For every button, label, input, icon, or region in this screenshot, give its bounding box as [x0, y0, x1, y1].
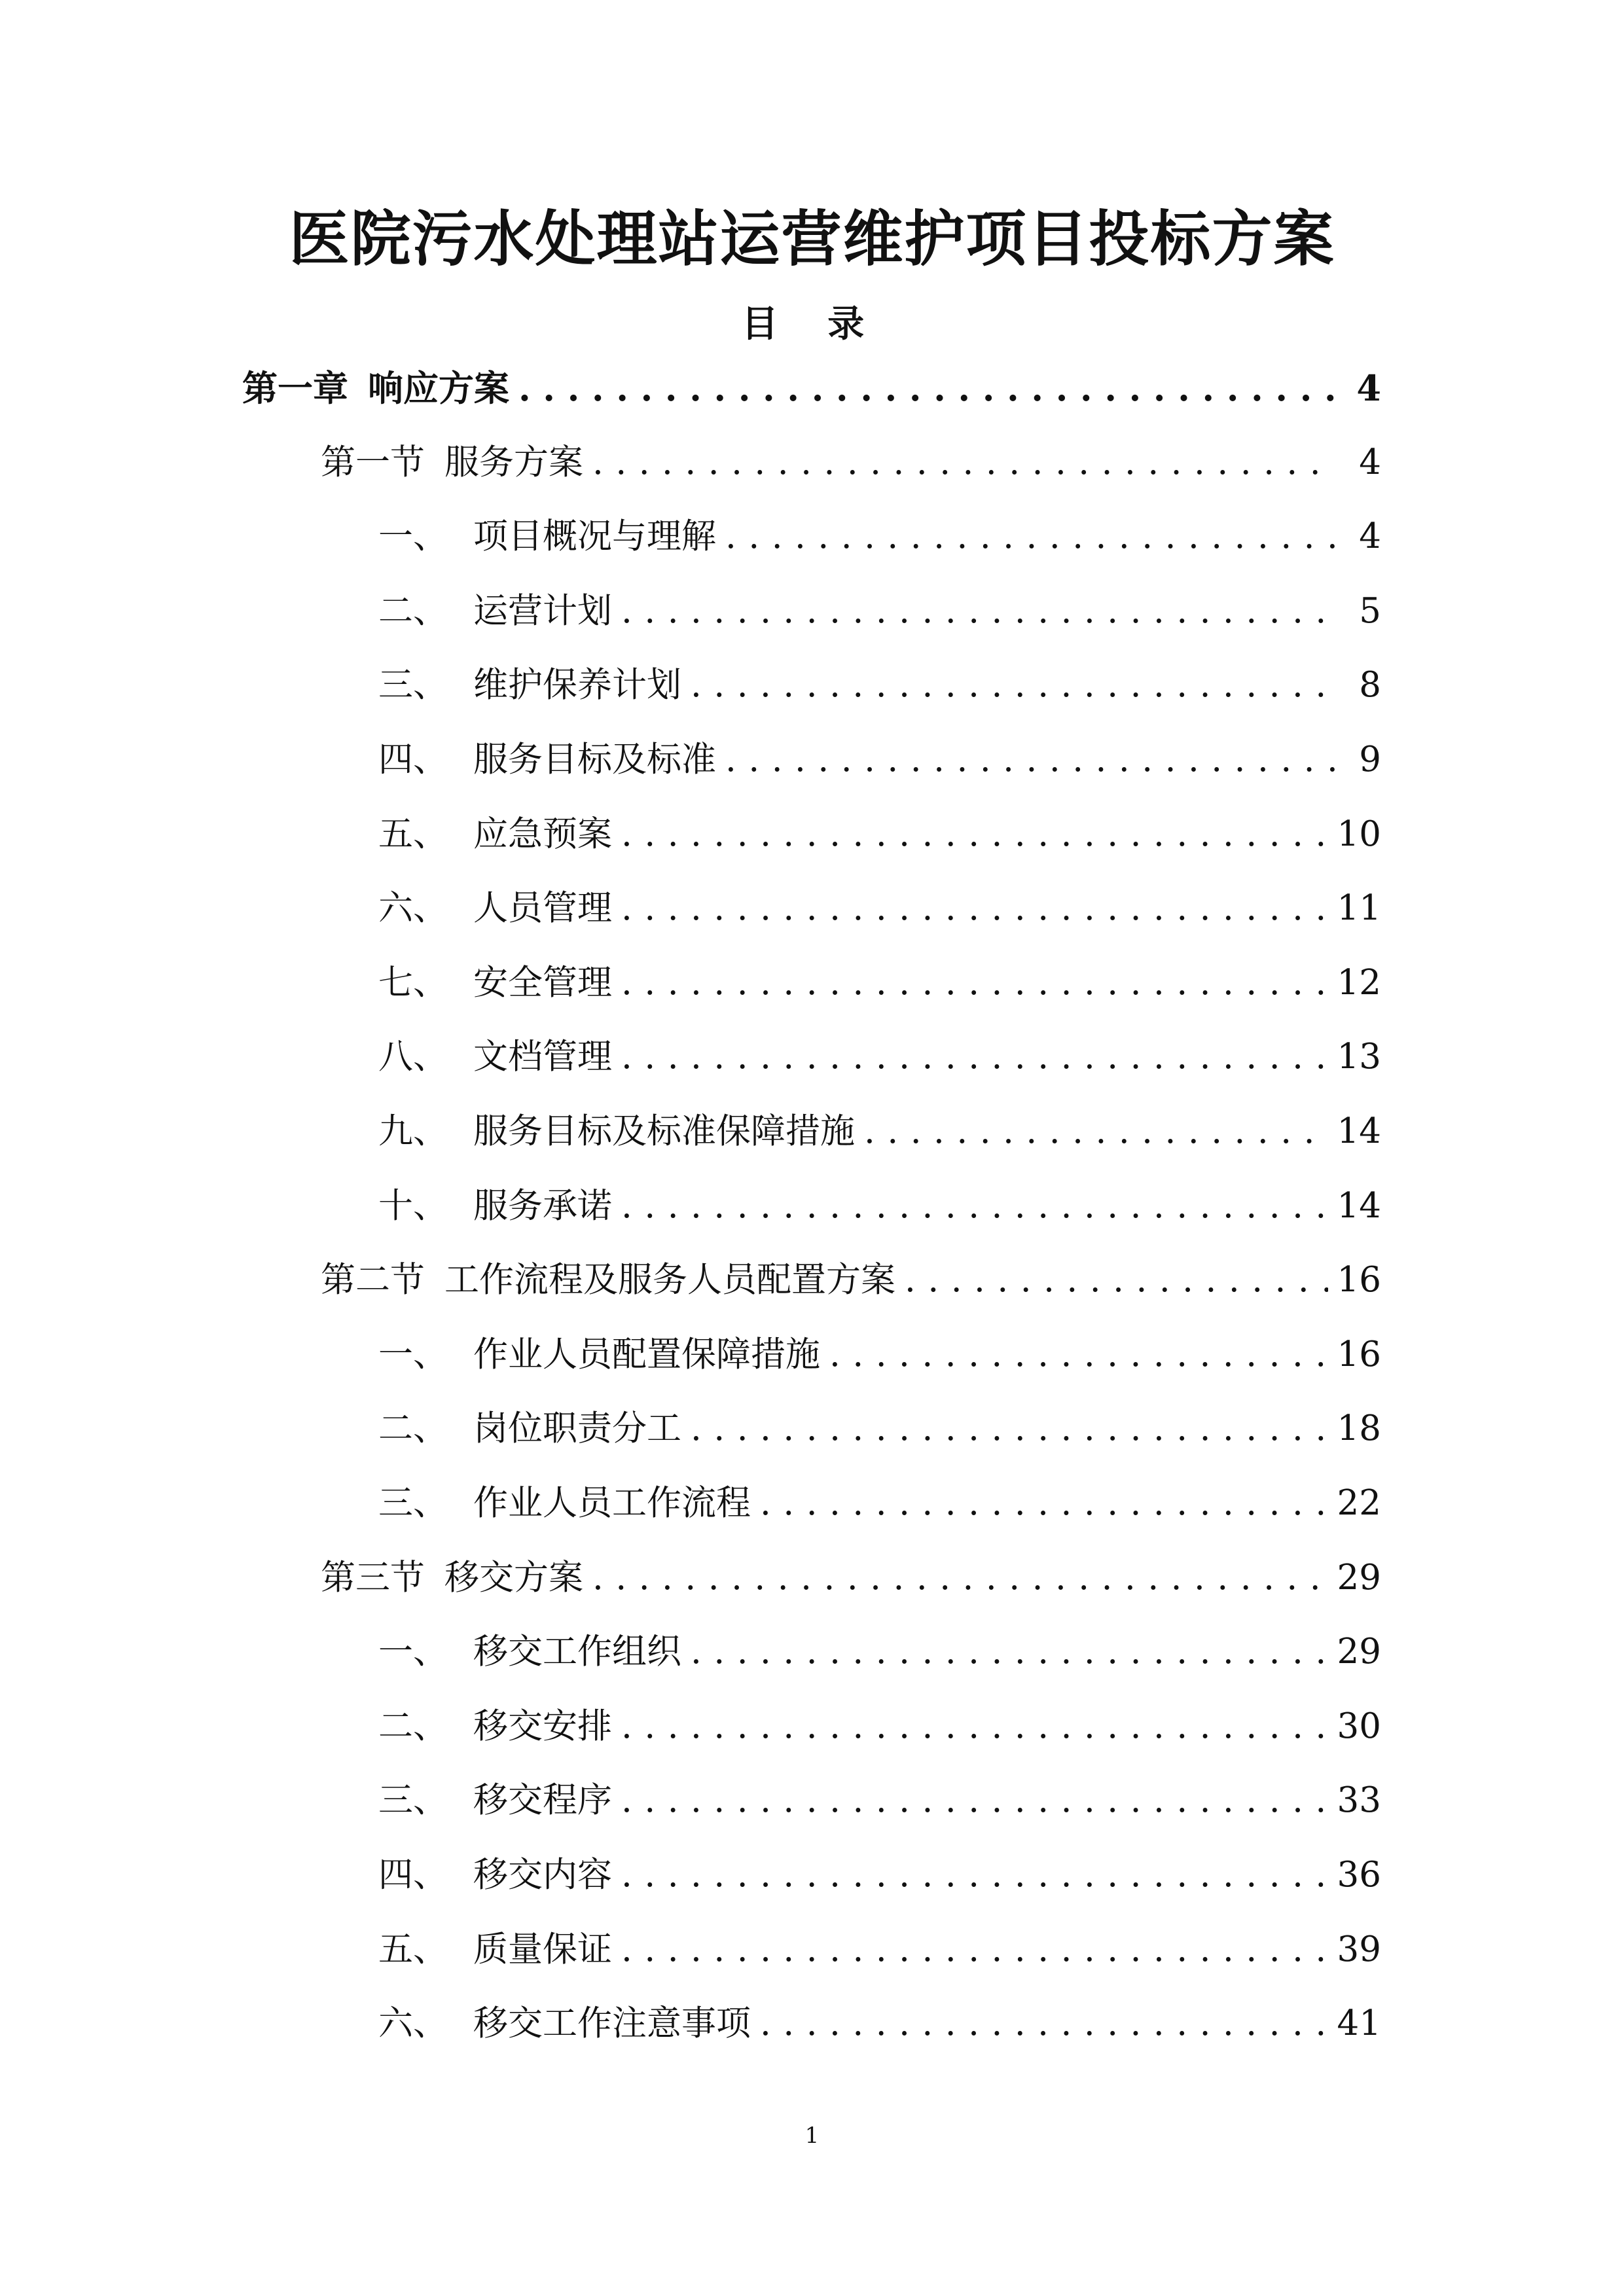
toc-entry-page: 4	[1359, 516, 1381, 557]
toc-entry-label: 服务目标及标准保障措施	[473, 1111, 855, 1151]
toc-entry-number: 一、	[378, 1632, 448, 1672]
toc-entry[interactable]	[378, 1998, 1381, 2050]
toc-entry-number: 一、	[378, 516, 448, 557]
page-number: 1	[804, 2123, 820, 2149]
toc-entry[interactable]	[378, 1849, 1381, 1901]
toc-entry[interactable]	[378, 1031, 1381, 1083]
toc-dot-leader	[621, 585, 1335, 637]
toc-entry-page: 41	[1337, 2003, 1381, 2044]
toc-entry-page: 13	[1337, 1037, 1381, 1077]
toc-dot-leader	[592, 437, 1335, 489]
toc-entry-number: 第一节	[321, 442, 425, 482]
toc-dot-leader	[621, 1924, 1328, 1976]
toc-entry-page: 4	[1356, 367, 1381, 409]
toc-entry-label: 岗位职责分工	[473, 1408, 681, 1449]
toc-entry-label: 运营计划	[473, 590, 612, 631]
toc-entry-number: 四、	[378, 740, 448, 780]
toc-entry-page: 33	[1337, 1780, 1381, 1821]
toc-dot-leader	[621, 1700, 1328, 1753]
toc-entry-label: 移交工作注意事项	[473, 2003, 751, 2044]
toc-entry-page: 18	[1337, 1408, 1381, 1449]
toc-entry[interactable]	[378, 1180, 1381, 1232]
toc-entry-label: 维护保养计划	[473, 665, 681, 706]
toc-entry-label: 质量保证	[473, 1929, 612, 1969]
toc-entry-number: 三、	[378, 1483, 448, 1523]
toc-entry-label: 服务承诺	[473, 1185, 612, 1226]
toc-entry-page: 39	[1337, 1929, 1381, 1969]
toc-entry-number: 第二节	[321, 1260, 425, 1300]
toc-dot-leader	[621, 1031, 1328, 1083]
toc-entry-page: 9	[1359, 740, 1381, 780]
toc-entry-label: 工作流程及服务人员配置方案	[444, 1260, 895, 1300]
toc-dot-leader	[725, 511, 1335, 563]
toc-entry-number: 八、	[378, 1037, 448, 1077]
toc-dot-leader	[621, 1849, 1328, 1901]
toc-entry[interactable]	[242, 362, 1381, 414]
toc-entry[interactable]	[378, 957, 1381, 1009]
toc-entry-page: 16	[1337, 1334, 1381, 1374]
toc-dot-leader	[592, 1552, 1328, 1604]
toc-entry-label: 应急预案	[473, 814, 612, 854]
toc-entry-number: 二、	[378, 590, 448, 631]
toc-entry-label: 服务目标及标准	[473, 740, 716, 780]
toc-entry-number: 二、	[378, 1706, 448, 1746]
toc-entry[interactable]	[378, 882, 1381, 935]
toc-entry-page: 14	[1337, 1111, 1381, 1151]
toc-entry-label: 移交工作组织	[473, 1632, 681, 1672]
toc-dot-leader	[691, 1403, 1328, 1455]
toc-entry-page: 12	[1337, 962, 1381, 1003]
toc-entry-number: 九、	[378, 1111, 448, 1151]
toc-entry[interactable]	[378, 1329, 1381, 1381]
toc-entry-label: 移交程序	[473, 1780, 612, 1821]
toc-entry-label: 文档管理	[473, 1037, 612, 1077]
toc-entry[interactable]	[378, 1403, 1381, 1455]
toc-entry-label: 作业人员配置保障措施	[473, 1334, 820, 1374]
toc-entry[interactable]	[378, 1477, 1381, 1530]
toc-dot-leader	[829, 1329, 1328, 1381]
toc-entry-page: 11	[1337, 888, 1381, 929]
toc-entry[interactable]	[378, 659, 1381, 711]
toc-dot-leader	[691, 1626, 1328, 1678]
toc-entry-number: 第三节	[321, 1557, 425, 1598]
toc-dot-leader	[760, 1998, 1328, 2050]
toc-dot-leader	[760, 1477, 1328, 1530]
toc-entry-label: 人员管理	[473, 888, 612, 929]
toc-entry-number: 七、	[378, 962, 448, 1003]
toc-dot-leader	[864, 1105, 1328, 1158]
toc-dot-leader	[621, 1180, 1328, 1232]
document-title: 医院污水处理站运营维护项目投标方案	[289, 204, 1335, 274]
toc-heading: 目 录	[741, 302, 883, 346]
toc-entry-page: 36	[1337, 1855, 1381, 1895]
toc-entry-page: 8	[1359, 665, 1381, 706]
toc-entry-label: 安全管理	[473, 962, 612, 1003]
toc-entry[interactable]	[321, 1254, 1381, 1306]
toc-entry[interactable]	[378, 734, 1381, 786]
toc-entry-page: 16	[1337, 1260, 1381, 1300]
toc-entry[interactable]	[378, 1774, 1381, 1827]
toc-dot-leader	[518, 362, 1335, 414]
toc-entry[interactable]	[321, 437, 1381, 489]
toc-entry-page: 4	[1359, 442, 1381, 482]
toc-entry-label: 移交安排	[473, 1706, 612, 1746]
toc-dot-leader	[621, 1774, 1328, 1827]
toc-entry-label: 响应方案	[368, 367, 509, 409]
toc-entry[interactable]	[378, 1105, 1381, 1158]
toc-entry[interactable]	[378, 511, 1381, 563]
toc-entry-label: 服务方案	[444, 442, 583, 482]
toc-entry-page: 14	[1337, 1185, 1381, 1226]
toc-entry-label: 移交方案	[444, 1557, 583, 1598]
toc-entry-number: 六、	[378, 2003, 448, 2044]
toc-dot-leader	[621, 882, 1328, 935]
toc-entry-label: 作业人员工作流程	[473, 1483, 751, 1523]
toc-entry[interactable]	[378, 808, 1381, 861]
toc-entry[interactable]	[378, 1700, 1381, 1753]
toc-entry-number: 三、	[378, 665, 448, 706]
toc-entry-page: 5	[1359, 590, 1381, 631]
toc-entry-page: 30	[1337, 1706, 1381, 1746]
toc-entry-page: 29	[1337, 1632, 1381, 1672]
toc-entry-number: 第一章	[242, 367, 348, 409]
toc-entry[interactable]	[378, 1626, 1381, 1678]
toc-entry-label: 项目概况与理解	[473, 516, 716, 557]
toc-entry-page: 29	[1337, 1557, 1381, 1598]
toc-entry-number: 一、	[378, 1334, 448, 1374]
toc-dot-leader	[725, 734, 1335, 786]
toc-entry-number: 二、	[378, 1408, 448, 1449]
toc-dot-leader	[905, 1254, 1328, 1306]
toc-entry[interactable]	[378, 585, 1381, 637]
toc-dot-leader	[621, 808, 1328, 861]
toc-entry-number: 五、	[378, 814, 448, 854]
toc-entry-page: 10	[1337, 814, 1381, 854]
toc-entry-number: 十、	[378, 1185, 448, 1226]
toc-dot-leader	[691, 659, 1335, 711]
toc-entry-number: 五、	[378, 1929, 448, 1969]
toc-dot-leader	[621, 957, 1328, 1009]
toc-entry[interactable]	[378, 1924, 1381, 1976]
toc-entry-number: 三、	[378, 1780, 448, 1821]
toc-entry-label: 移交内容	[473, 1855, 612, 1895]
toc-entry-page: 22	[1337, 1483, 1381, 1523]
toc-entry-number: 六、	[378, 888, 448, 929]
toc-entry-number: 四、	[378, 1855, 448, 1895]
toc-entry[interactable]	[321, 1552, 1381, 1604]
